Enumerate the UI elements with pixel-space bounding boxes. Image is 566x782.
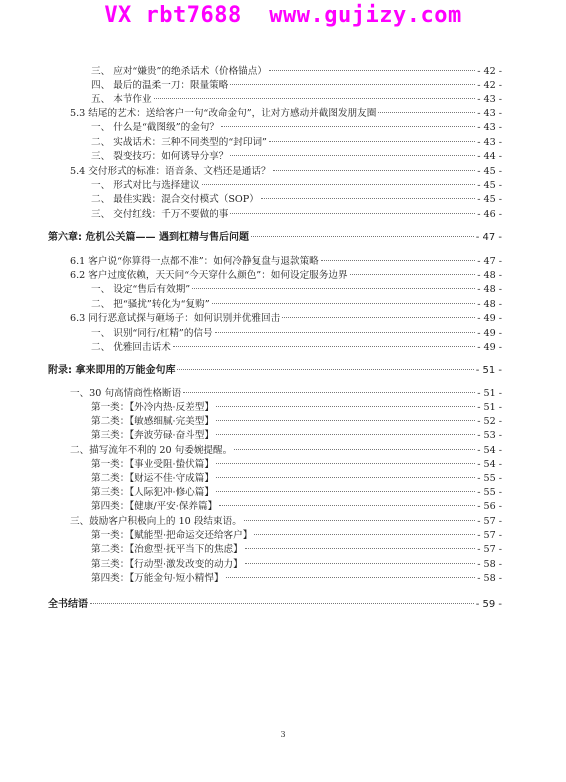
toc-leader-dots	[269, 70, 475, 71]
toc-leader-dots	[183, 392, 475, 393]
toc-entry-title: 三、 裂变技巧：如何诱导分享？	[91, 151, 229, 162]
page-number: 3	[280, 730, 286, 739]
toc-leader-dots	[230, 84, 475, 85]
toc-entry-title: 第一类：【赋能型·把命运交还给客户】	[91, 530, 253, 541]
toc-page-number: - 42 -	[477, 66, 502, 77]
toc-leader-dots	[378, 112, 475, 113]
toc-subsection[interactable]	[91, 473, 502, 485]
toc-page-number: - 57 -	[477, 544, 502, 555]
toc-entry-title: 全书结语	[48, 599, 88, 610]
toc-leader-dots	[230, 155, 475, 156]
toc-section[interactable]	[70, 313, 502, 325]
toc-leader-dots	[215, 332, 476, 333]
toc-leader-dots	[244, 520, 475, 521]
toc-leader-dots	[230, 213, 475, 214]
toc-page-number: - 43 -	[477, 94, 502, 105]
toc-subsection[interactable]	[91, 544, 502, 556]
toc-leader-dots	[216, 420, 475, 421]
toc-chapter[interactable]	[48, 365, 502, 377]
toc-section[interactable]	[70, 166, 502, 178]
toc-leader-dots	[261, 198, 475, 199]
toc-subsection[interactable]	[91, 487, 502, 499]
toc-subsection[interactable]	[91, 151, 502, 163]
toc-leader-dots	[202, 184, 476, 185]
toc-leader-dots	[269, 141, 475, 142]
toc-section[interactable]	[70, 445, 502, 457]
toc-page-number: - 55 -	[477, 473, 502, 484]
toc-entry-title: 三、鼓励客户积极向上的 10 段结束语。	[70, 516, 242, 527]
toc-leader-dots	[216, 434, 475, 435]
toc-leader-dots	[254, 534, 475, 535]
toc-page-number: - 58 -	[477, 573, 502, 584]
toc-subsection[interactable]	[91, 94, 502, 106]
toc-entry-title: 第三类：【人际犯冲·修心篇】	[91, 487, 214, 498]
toc-subsection[interactable]	[91, 501, 502, 513]
toc-page-number: - 49 -	[477, 328, 502, 339]
toc-entry-title: 三、 应对“嫌贵”的绝杀话术（价格锚点）	[91, 66, 267, 77]
toc-entry-title: 一、 什么是“截图级”的金句？	[91, 122, 219, 133]
toc-entry-title: 第三类：【行动型·激发改变的动力】	[91, 559, 243, 570]
toc-entry-title: 5.4 交付形式的标准：语音条、文档还是通话？	[70, 166, 271, 177]
toc-page-number: - 56 -	[477, 501, 502, 512]
toc-page-number: - 49 -	[477, 313, 502, 324]
toc-entry-title: 第二类：【财运不佳·守成篇】	[91, 473, 214, 484]
toc-chapter[interactable]	[48, 232, 502, 244]
toc-leader-dots	[154, 98, 476, 99]
toc-leader-dots	[212, 303, 476, 304]
toc-subsection[interactable]	[91, 209, 502, 221]
toc-leader-dots	[273, 170, 476, 171]
toc-subsection[interactable]	[91, 559, 502, 571]
toc-page-number: - 47 -	[477, 256, 502, 267]
toc-page-number: - 48 -	[477, 284, 502, 295]
toc-section[interactable]	[70, 388, 502, 400]
toc-page-number: - 57 -	[477, 530, 502, 541]
toc-subsection[interactable]	[91, 402, 502, 414]
toc-entry-title: 一、 识别“同行/杠精”的信号	[91, 328, 213, 339]
toc-page-number: - 49 -	[477, 342, 502, 353]
toc-page-number: - 45 -	[477, 180, 502, 191]
toc-page-number: - 53 -	[477, 430, 502, 441]
toc-page-number: - 58 -	[477, 559, 502, 570]
toc-subsection[interactable]	[91, 416, 502, 428]
toc-subsection[interactable]	[91, 122, 502, 134]
toc-leader-dots	[251, 236, 474, 237]
toc-subsection[interactable]	[91, 530, 502, 542]
toc-page-number: - 43 -	[477, 108, 502, 119]
toc-leader-dots	[221, 126, 475, 127]
toc-subsection[interactable]	[91, 284, 502, 296]
toc-page-number: - 51 -	[477, 388, 502, 399]
toc-page-number: - 42 -	[477, 80, 502, 91]
toc-entry-title: 一、30 句高情商性格断语	[70, 388, 182, 399]
toc-entry-title: 6.1 客户说“你算得一点都不准”：如何冷静复盘与退款策略	[70, 256, 319, 267]
toc-page-number: - 54 -	[477, 445, 502, 456]
toc-page-number: - 48 -	[477, 299, 502, 310]
toc-subsection[interactable]	[91, 137, 502, 149]
toc-page-number: - 52 -	[477, 416, 502, 427]
toc-page-number: - 46 -	[477, 209, 502, 220]
toc-page-number: - 57 -	[477, 516, 502, 527]
toc-leader-dots	[216, 491, 475, 492]
toc-entry-title: 6.3 同行恶意试探与砸场子：如何识别并优雅回击	[70, 313, 281, 324]
toc-subsection[interactable]	[91, 342, 502, 354]
toc-leader-dots	[177, 369, 473, 370]
toc-page-number: - 43 -	[477, 122, 502, 133]
toc-entry-title: 5.3 结尾的艺术：送给客户一句“改命金句”，让对方感动并截图发朋友圈	[70, 108, 377, 119]
toc-subsection[interactable]	[91, 66, 502, 78]
toc-page-number: - 44 -	[477, 151, 502, 162]
toc-entry-title: 一、 设定“售后有效期”	[91, 284, 191, 295]
toc-entry-title: 第二类：【敏感细腻·完美型】	[91, 416, 214, 427]
toc-leader-dots	[90, 603, 474, 604]
toc-entry-title: 二、 实战话术：三种不同类型的“封印词”	[91, 137, 267, 148]
toc-entry-title: 第三类：【奔波劳碌·奋斗型】	[91, 430, 214, 441]
toc-subsection[interactable]	[91, 459, 502, 471]
toc-section[interactable]	[70, 516, 502, 528]
toc-leader-dots	[321, 260, 475, 261]
toc-entry-title: 二、 最佳实践：混合交付模式（SOP）	[91, 194, 259, 205]
toc-entry-title: 第一类：【事业受阻·蛰伏篇】	[91, 459, 214, 470]
toc-chapter[interactable]	[48, 599, 502, 611]
toc-leader-dots	[192, 288, 475, 289]
toc-entry-title: 一、 形式对比与选择建议	[91, 180, 200, 191]
toc-leader-dots	[216, 463, 475, 464]
toc-subsection[interactable]	[91, 80, 502, 92]
toc-leader-dots	[216, 477, 475, 478]
toc-entry-title: 三、 交付红线：千万不要做的事	[91, 209, 229, 220]
toc-page-number: - 51 -	[475, 365, 502, 376]
toc-entry-title: 第四类：【健康/平安·保养篇】	[91, 501, 218, 512]
toc-page-number: - 47 -	[475, 232, 502, 243]
toc-leader-dots	[282, 317, 475, 318]
toc-leader-dots	[219, 505, 475, 506]
toc-entry-title: 二、描写流年不利的 20 句委婉提醒。	[70, 445, 233, 456]
toc-page-number: - 51 -	[477, 402, 502, 413]
toc-subsection[interactable]	[91, 180, 502, 192]
toc-page-number: - 59 -	[475, 599, 502, 610]
toc-page-number: - 54 -	[477, 459, 502, 470]
toc-leader-dots	[226, 577, 476, 578]
toc-page-number: - 55 -	[477, 487, 502, 498]
toc-section[interactable]	[70, 256, 502, 268]
toc-page-number: - 48 -	[477, 270, 502, 281]
toc-entry-title: 第一类：【外冷内热·反差型】	[91, 402, 214, 413]
toc-subsection[interactable]	[91, 328, 502, 340]
toc-entry-title: 二、 优雅回击话术	[91, 342, 171, 353]
watermark: VX rbt7688 www.gujizy.com	[104, 3, 462, 28]
toc-subsection[interactable]	[91, 299, 502, 311]
toc-leader-dots	[245, 548, 475, 549]
toc-leader-dots	[234, 449, 475, 450]
toc-entry-title: 四、 最后的温柔一刀：限量策略	[91, 80, 229, 91]
toc-entry-title: 第四类：【万能金句·短小精悍】	[91, 573, 224, 584]
toc-page-number: - 45 -	[477, 166, 502, 177]
toc-subsection[interactable]	[91, 573, 502, 585]
toc-section[interactable]	[70, 108, 502, 120]
toc-leader-dots	[173, 346, 475, 347]
toc-page-number: - 43 -	[477, 137, 502, 148]
toc-entry-title: 二、 把“骚扰”转化为“复购”	[91, 299, 210, 310]
toc-leader-dots	[350, 274, 476, 275]
toc-leader-dots	[245, 563, 475, 564]
toc-section[interactable]	[70, 270, 502, 282]
toc-entry-title: 第六章: 危机公关篇—— 遇到杠精与售后问题	[48, 232, 249, 243]
toc-page-number: - 45 -	[477, 194, 502, 205]
toc-entry-title: 五、 本节作业	[91, 94, 152, 105]
toc-entry-title: 6.2 客户过度依赖，天天问“今天穿什么颜色”：如何设定服务边界	[70, 270, 348, 281]
toc-leader-dots	[216, 406, 475, 407]
toc-subsection[interactable]	[91, 430, 502, 442]
toc-subsection[interactable]	[91, 194, 502, 206]
toc-entry-title: 附录: 拿来即用的万能金句库	[48, 365, 176, 376]
toc-entry-title: 第二类：【治愈型·抚平当下的焦虑】	[91, 544, 243, 555]
